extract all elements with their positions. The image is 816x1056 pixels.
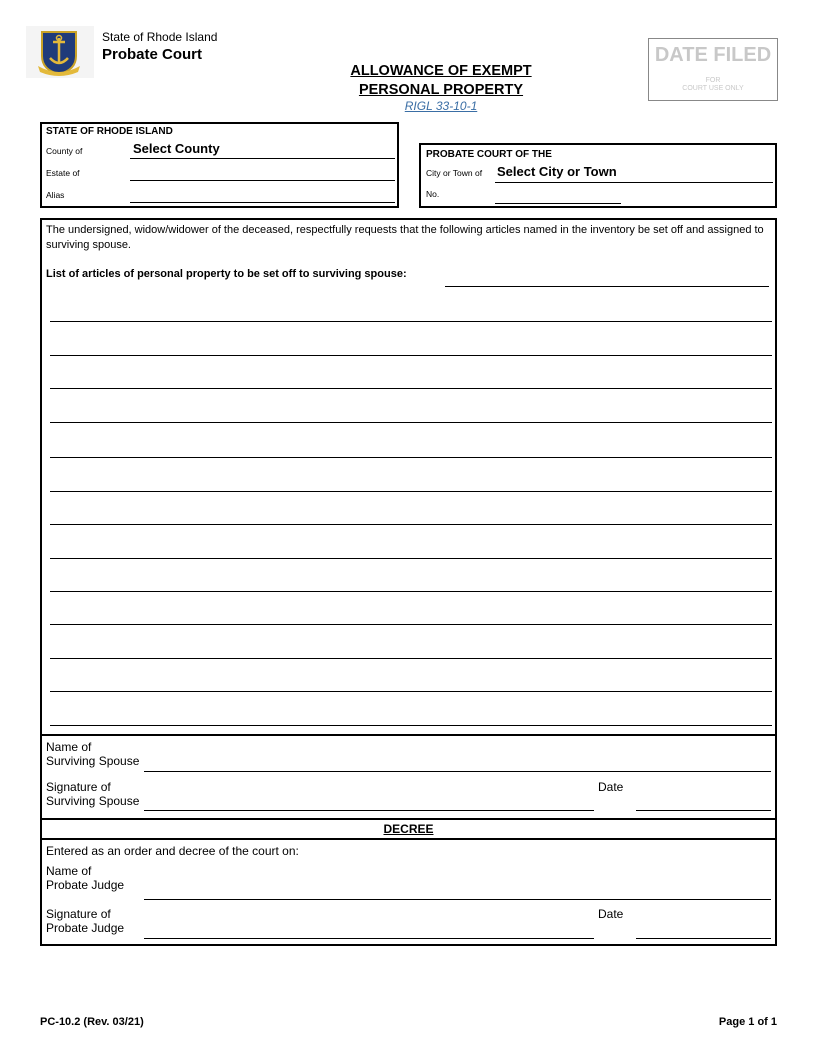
county-line: [130, 158, 395, 159]
spouse-name-label-line2: Surviving Spouse: [46, 754, 140, 768]
state-name: State of Rhode Island: [102, 30, 218, 44]
probate-court-heading: PROBATE COURT OF THE: [426, 149, 552, 160]
city-label: City or Town of: [426, 168, 483, 178]
form-id: PC-10.2 (Rev. 03/21): [40, 1016, 144, 1028]
decree-heading-box: [40, 818, 777, 840]
decree-entered-text: Entered as an order and decree of the court on:: [46, 844, 299, 858]
spouse-signature-label-line1: Signature of: [46, 780, 111, 794]
county-select[interactable]: Select County: [133, 141, 220, 156]
state-heading: STATE OF RHODE ISLAND: [46, 126, 173, 137]
article-line[interactable]: [50, 524, 772, 525]
alias-input[interactable]: [130, 202, 395, 203]
article-line[interactable]: [50, 355, 772, 356]
articles-list-label: List of articles of personal property to be set off to surviving spouse:: [46, 268, 407, 280]
spouse-signature-label-line2: Surviving Spouse: [46, 794, 140, 808]
judge-name-label-line2: Probate Judge: [46, 878, 125, 892]
judge-name-label-line1: Name of: [46, 864, 92, 878]
estate-label: Estate of: [46, 168, 80, 178]
page-number: Page 1 of 1: [718, 1016, 777, 1028]
for-label: FOR: [705, 77, 721, 84]
judge-signature-label-line2: Probate Judge: [46, 921, 125, 935]
county-label: County of: [46, 146, 83, 156]
case-no-input[interactable]: [495, 203, 621, 204]
article-line[interactable]: [50, 691, 772, 692]
case-no-label: No.: [426, 189, 440, 199]
article-line[interactable]: [50, 658, 772, 659]
judge-name-label: [46, 864, 124, 892]
estate-input[interactable]: [130, 180, 395, 181]
article-line[interactable]: [50, 725, 772, 726]
form-title: [300, 62, 582, 100]
article-line[interactable]: [50, 321, 772, 322]
city-select[interactable]: Select City or Town: [497, 164, 617, 179]
judge-signature-label-line1: Signature of: [46, 907, 111, 921]
decree-date-label: Date: [598, 907, 624, 921]
rhode-island-seal-icon: [26, 26, 94, 78]
article-line[interactable]: [50, 624, 772, 625]
decree-heading: DECREE: [383, 822, 434, 836]
article-line[interactable]: [50, 388, 772, 389]
date-filed-box: [648, 38, 778, 101]
state-caption-box: [40, 122, 399, 208]
spouse-signature-box: [40, 734, 777, 820]
petition-box: [40, 218, 777, 736]
article-line[interactable]: [50, 457, 772, 458]
article-line[interactable]: [50, 591, 772, 592]
spouse-name-label-line1: Name of: [46, 740, 92, 754]
court-use-only-label: COURT USE ONLY: [682, 85, 744, 92]
judge-signature-input[interactable]: [144, 938, 594, 939]
spouse-signature-label: [46, 780, 139, 808]
article-line[interactable]: [50, 422, 772, 423]
city-line: [495, 182, 773, 183]
petition-intro: The undersigned, widow/widower of the deceased, respectfully requests that the following articles named in the inventory be set off and assigned to surviving spouse.: [46, 224, 764, 251]
title-line-2: PERSONAL PROPERTY: [358, 82, 524, 98]
article-line[interactable]: [50, 491, 772, 492]
decree-date-input[interactable]: [636, 938, 771, 939]
article-line[interactable]: [50, 558, 772, 559]
spouse-date-input[interactable]: [636, 810, 771, 811]
court-name: Probate Court: [102, 46, 203, 63]
statute-link[interactable]: RIGL 33-10-1: [404, 99, 478, 113]
spouse-name-label: [46, 740, 139, 768]
judge-signature-label: [46, 907, 124, 935]
date-filed-label: DATE FILED: [654, 44, 772, 66]
spouse-date-label: Date: [598, 780, 624, 794]
title-line-1: ALLOWANCE OF EXEMPT: [350, 63, 532, 79]
article-line[interactable]: [445, 286, 769, 287]
probate-court-box: [419, 143, 777, 208]
spouse-signature-input[interactable]: [144, 810, 594, 811]
alias-label: Alias: [46, 190, 65, 200]
decree-box: [40, 838, 777, 946]
spouse-name-input[interactable]: [144, 771, 771, 772]
judge-name-input[interactable]: [144, 899, 771, 900]
court-use-note: [649, 77, 777, 93]
